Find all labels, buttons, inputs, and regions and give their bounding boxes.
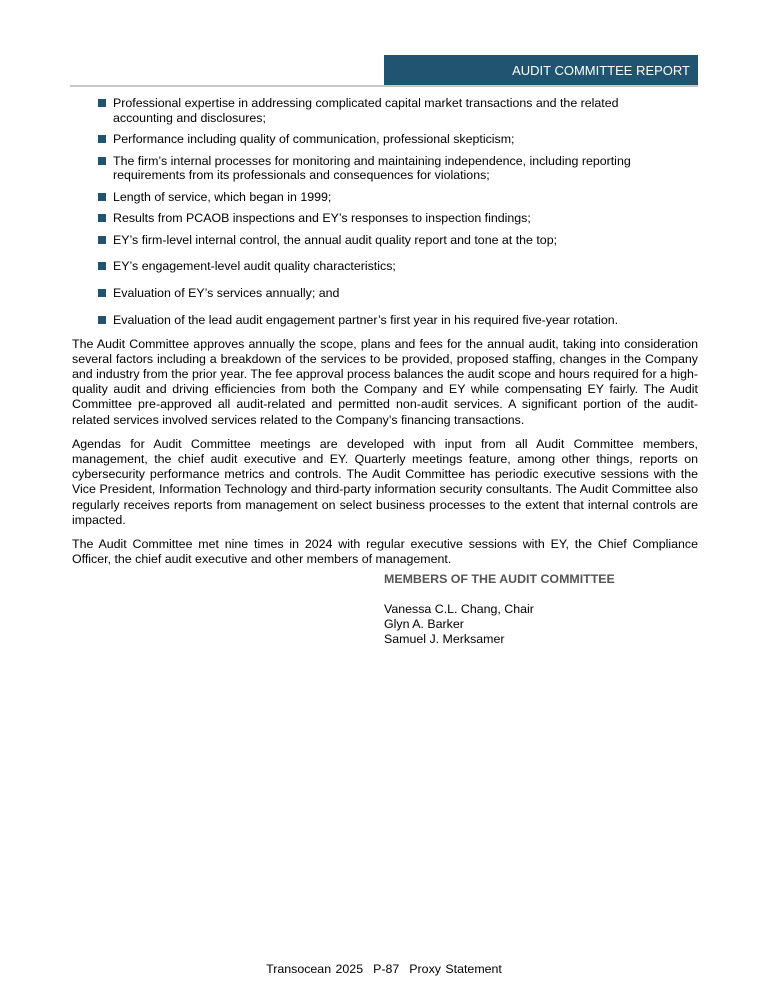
footer-company: Transocean 2025	[266, 962, 364, 976]
bullet-text: Performance including quality of communication, professional skepticism;	[113, 132, 515, 146]
member-name: Vanessa C.L. Chang, Chair	[384, 602, 534, 617]
bullet-text: Length of service, which began in 1999;	[113, 189, 332, 204]
square-bullet-icon	[98, 236, 106, 244]
bullet-item	[113, 286, 698, 301]
square-bullet-icon	[98, 99, 106, 107]
square-bullet-icon	[98, 193, 106, 201]
section-header-bar	[384, 55, 698, 86]
members-heading: MEMBERS OF THE AUDIT COMMITTEE	[384, 572, 615, 587]
bullet-item	[113, 313, 698, 328]
bullet-text: Results from PCAOB inspections and EY’s responses to inspection findings;	[113, 211, 531, 225]
report-body	[72, 96, 698, 647]
paragraph-meetings: The Audit Committee met nine times in 2024 with regular executive sessions with EY, the Chief Compliance Officer, the chief audit executive and other members of management.	[72, 536, 698, 567]
square-bullet-icon	[98, 262, 106, 270]
page-number: P-87	[373, 962, 400, 976]
square-bullet-icon	[98, 289, 106, 297]
bullet-text: Evaluation of EY’s services annually; and	[113, 285, 340, 300]
bullet-text: The firm’s internal processes for monitoring and maintaining independence, including reporting requirements from its professionals and consequences for violations;	[113, 153, 631, 182]
square-bullet-icon	[98, 316, 106, 324]
bullet-text: EY’s firm-level internal control, the annual audit quality report and tone at the top;	[113, 232, 558, 247]
member-name: Glyn A. Barker	[384, 617, 464, 632]
paragraph-fees: The Audit Committee approves annually the scope, plans and fees for the annual audit, taking into consideration several factors including a breakdown of the services to be provided, proposed staffing, changes in the Company and industry from the prior year. The fee approval process balances the audit scope and hours required for a high-quality audit and driving efficiencies from both the Company and EY while compensating EY fairly. The Audit Committee pre-approved all audit-related and permitted non-audit services. A significant portion of the audit-related services involved services related to the Company’s financing transactions.	[72, 336, 698, 427]
bullet-text: Professional expertise in addressing complicated capital market transactions and the related accounting and disclosures;	[113, 96, 619, 125]
bullet-text: EY’s engagement-level audit quality characteristics;	[113, 259, 396, 273]
committee-members	[384, 572, 698, 647]
square-bullet-icon	[98, 157, 106, 165]
square-bullet-icon	[98, 135, 106, 143]
bullet-item	[113, 154, 698, 183]
footer-document: Proxy Statement	[409, 962, 502, 976]
section-title: AUDIT COMMITTEE REPORT	[512, 63, 690, 78]
square-bullet-icon	[98, 214, 106, 222]
member-name: Samuel J. Merksamer	[384, 632, 505, 647]
bullet-item	[113, 132, 698, 147]
page-footer	[0, 962, 768, 976]
header-divider	[70, 85, 698, 87]
paragraph-agendas: Agendas for Audit Committee meetings are developed with input from all Audit Committee members, management, the chief audit executive and EY. Quarterly meetings feature, among other things, reports on cybersecurity performance metrics and controls. The Audit Committee has periodic executive sessions with the Vice President, Information Technology and third-party information security consultants. The Audit Committee also regularly receives reports from management on select business processes to the extent that internal controls are impacted.	[72, 436, 698, 527]
bullet-item	[113, 211, 698, 226]
bullet-item	[113, 96, 698, 125]
bullet-item	[113, 190, 698, 205]
bullet-item	[113, 233, 698, 248]
bullet-text: Evaluation of the lead audit engagement partner’s first year in his required five-year rotation.	[113, 313, 619, 327]
bullet-item	[113, 259, 698, 274]
